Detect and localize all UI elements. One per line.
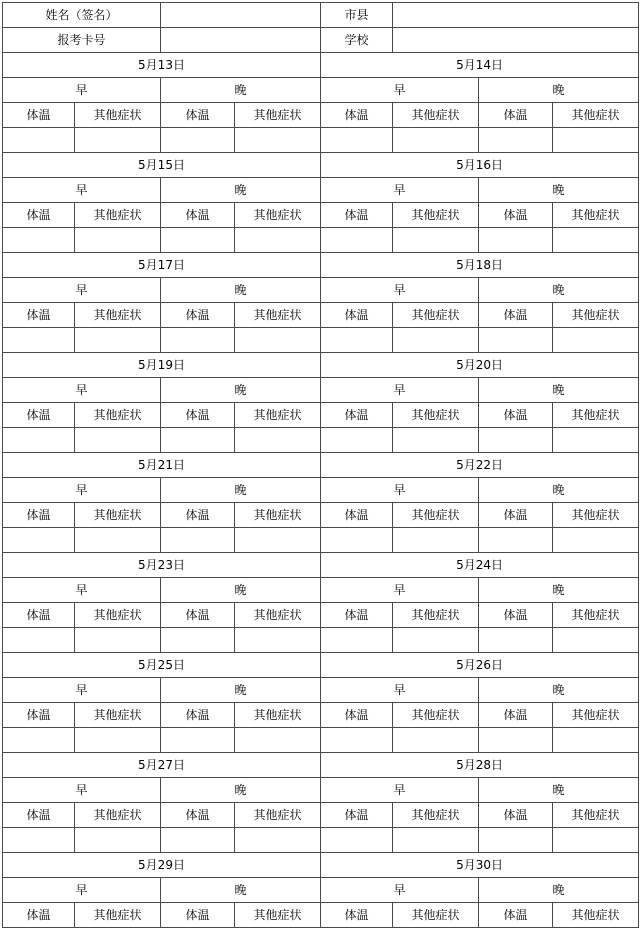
date-label: 5月18日: [321, 253, 639, 278]
evening-temperature-field[interactable]: [479, 728, 553, 753]
morning-symptoms-field[interactable]: [393, 228, 479, 253]
evening-label: 晚: [479, 778, 639, 803]
evening-symptoms-field[interactable]: [235, 828, 321, 853]
morning-label: 早: [3, 678, 161, 703]
evening-label: 晚: [479, 378, 639, 403]
date-row: [3, 253, 639, 278]
temperature-header: 体温: [479, 503, 553, 528]
temperature-header: 体温: [161, 803, 235, 828]
other-symptoms-header: 其他症状: [235, 603, 321, 628]
morning-label: 早: [321, 278, 479, 303]
temperature-header: 体温: [479, 403, 553, 428]
other-symptoms-header: 其他症状: [75, 903, 161, 928]
other-symptoms-header: 其他症状: [393, 603, 479, 628]
column-header-row: [3, 903, 639, 928]
other-symptoms-header: 其他症状: [553, 803, 639, 828]
morning-temperature-field[interactable]: [3, 328, 75, 353]
morning-temperature-field[interactable]: [3, 228, 75, 253]
column-header-row: [3, 803, 639, 828]
entry-row: [3, 228, 639, 253]
column-header-row: [3, 703, 639, 728]
evening-temperature-field[interactable]: [161, 128, 235, 153]
morning-label: 早: [3, 578, 161, 603]
other-symptoms-header: 其他症状: [235, 303, 321, 328]
morning-symptoms-field[interactable]: [75, 728, 161, 753]
temperature-header: 体温: [161, 203, 235, 228]
entry-row: [3, 528, 639, 553]
date-label: 5月28日: [321, 753, 639, 778]
column-header-row: [3, 303, 639, 328]
session-row: [3, 678, 639, 703]
temperature-header: 体温: [161, 403, 235, 428]
temperature-header: 体温: [161, 603, 235, 628]
evening-label: 晚: [479, 178, 639, 203]
temperature-header: 体温: [479, 603, 553, 628]
evening-temperature-field[interactable]: [161, 428, 235, 453]
evening-label: 晚: [161, 478, 321, 503]
column-header-row: [3, 503, 639, 528]
other-symptoms-header: 其他症状: [235, 703, 321, 728]
temperature-header: 体温: [479, 803, 553, 828]
date-label: 5月21日: [3, 453, 321, 478]
date-label: 5月14日: [321, 53, 639, 78]
evening-symptoms-field[interactable]: [235, 228, 321, 253]
temperature-header: 体温: [161, 303, 235, 328]
city-field[interactable]: [393, 3, 639, 28]
session-row: [3, 478, 639, 503]
other-symptoms-header: 其他症状: [235, 403, 321, 428]
other-symptoms-header: 其他症状: [393, 903, 479, 928]
other-symptoms-header: 其他症状: [553, 603, 639, 628]
morning-label: 早: [3, 278, 161, 303]
morning-temperature-field[interactable]: [321, 428, 393, 453]
form-table: [2, 2, 639, 928]
evening-symptoms-field[interactable]: [553, 628, 639, 653]
date-label: 5月16日: [321, 153, 639, 178]
morning-symptoms-field[interactable]: [75, 328, 161, 353]
other-symptoms-header: 其他症状: [393, 203, 479, 228]
morning-symptoms-field[interactable]: [393, 528, 479, 553]
evening-symptoms-field[interactable]: [553, 828, 639, 853]
other-symptoms-header: 其他症状: [235, 803, 321, 828]
session-row: [3, 78, 639, 103]
evening-symptoms-field[interactable]: [553, 128, 639, 153]
morning-label: 早: [321, 178, 479, 203]
school-label: 学校: [321, 28, 393, 53]
morning-label: 早: [321, 378, 479, 403]
entry-row: [3, 428, 639, 453]
date-label: 5月26日: [321, 653, 639, 678]
evening-label: 晚: [161, 178, 321, 203]
evening-label: 晚: [479, 578, 639, 603]
evening-label: 晚: [479, 878, 639, 903]
morning-temperature-field[interactable]: [321, 128, 393, 153]
morning-label: 早: [321, 778, 479, 803]
other-symptoms-header: 其他症状: [75, 803, 161, 828]
morning-temperature-field[interactable]: [3, 828, 75, 853]
other-symptoms-header: 其他症状: [235, 503, 321, 528]
morning-label: 早: [321, 478, 479, 503]
temperature-header: 体温: [3, 803, 75, 828]
evening-label: 晚: [161, 778, 321, 803]
evening-label: 晚: [161, 78, 321, 103]
date-row: [3, 753, 639, 778]
morning-symptoms-field[interactable]: [393, 628, 479, 653]
other-symptoms-header: 其他症状: [553, 703, 639, 728]
evening-label: 晚: [479, 78, 639, 103]
evening-symptoms-field[interactable]: [553, 328, 639, 353]
evening-label: 晚: [479, 478, 639, 503]
morning-temperature-field[interactable]: [321, 328, 393, 353]
temperature-header: 体温: [3, 703, 75, 728]
entry-row: [3, 128, 639, 153]
morning-temperature-field[interactable]: [321, 728, 393, 753]
date-row: [3, 353, 639, 378]
evening-symptoms-field[interactable]: [235, 428, 321, 453]
header-row-1: [3, 3, 639, 28]
evening-temperature-field[interactable]: [161, 628, 235, 653]
morning-label: 早: [3, 478, 161, 503]
session-row: [3, 778, 639, 803]
morning-label: 早: [3, 378, 161, 403]
evening-temperature-field[interactable]: [479, 328, 553, 353]
date-label: 5月25日: [3, 653, 321, 678]
other-symptoms-header: 其他症状: [75, 503, 161, 528]
column-header-row: [3, 103, 639, 128]
evening-label: 晚: [161, 878, 321, 903]
other-symptoms-header: 其他症状: [553, 303, 639, 328]
temperature-header: 体温: [479, 203, 553, 228]
session-row: [3, 578, 639, 603]
temperature-header: 体温: [3, 103, 75, 128]
column-header-row: [3, 403, 639, 428]
evening-temperature-field[interactable]: [479, 228, 553, 253]
evening-label: 晚: [161, 378, 321, 403]
date-label: 5月30日: [321, 853, 639, 878]
date-label: 5月27日: [3, 753, 321, 778]
other-symptoms-header: 其他症状: [553, 203, 639, 228]
morning-label: 早: [321, 678, 479, 703]
date-label: 5月24日: [321, 553, 639, 578]
date-label: 5月17日: [3, 253, 321, 278]
temperature-header: 体温: [479, 303, 553, 328]
other-symptoms-header: 其他症状: [393, 103, 479, 128]
temperature-header: 体温: [321, 203, 393, 228]
morning-symptoms-field[interactable]: [75, 228, 161, 253]
morning-symptoms-field[interactable]: [393, 728, 479, 753]
other-symptoms-header: 其他症状: [75, 203, 161, 228]
temperature-header: 体温: [161, 703, 235, 728]
date-row: [3, 653, 639, 678]
date-label: 5月29日: [3, 853, 321, 878]
evening-temperature-field[interactable]: [161, 728, 235, 753]
temperature-header: 体温: [3, 503, 75, 528]
school-field[interactable]: [393, 28, 639, 53]
evening-label: 晚: [479, 278, 639, 303]
morning-symptoms-field[interactable]: [75, 628, 161, 653]
temperature-header: 体温: [3, 303, 75, 328]
temperature-header: 体温: [3, 603, 75, 628]
evening-temperature-field[interactable]: [161, 328, 235, 353]
evening-symptoms-field[interactable]: [235, 528, 321, 553]
morning-temperature-field[interactable]: [3, 428, 75, 453]
evening-symptoms-field[interactable]: [235, 628, 321, 653]
temperature-header: 体温: [3, 403, 75, 428]
date-row: [3, 53, 639, 78]
date-row: [3, 453, 639, 478]
exam-id-field[interactable]: [161, 28, 321, 53]
other-symptoms-header: 其他症状: [75, 303, 161, 328]
evening-symptoms-field[interactable]: [235, 328, 321, 353]
temperature-header: 体温: [321, 303, 393, 328]
morning-temperature-field[interactable]: [3, 128, 75, 153]
temperature-header: 体温: [321, 603, 393, 628]
morning-symptoms-field[interactable]: [75, 528, 161, 553]
temperature-header: 体温: [321, 503, 393, 528]
other-symptoms-header: 其他症状: [75, 703, 161, 728]
morning-temperature-field[interactable]: [3, 628, 75, 653]
temperature-header: 体温: [3, 903, 75, 928]
morning-symptoms-field[interactable]: [75, 828, 161, 853]
column-header-row: [3, 603, 639, 628]
temperature-header: 体温: [479, 703, 553, 728]
entry-row: [3, 828, 639, 853]
temperature-header: 体温: [321, 803, 393, 828]
temperature-header: 体温: [321, 903, 393, 928]
evening-symptoms-field[interactable]: [553, 228, 639, 253]
evening-temperature-field[interactable]: [161, 528, 235, 553]
date-row: [3, 553, 639, 578]
morning-temperature-field[interactable]: [321, 228, 393, 253]
morning-temperature-field[interactable]: [321, 628, 393, 653]
evening-symptoms-field[interactable]: [235, 128, 321, 153]
evening-symptoms-field[interactable]: [235, 728, 321, 753]
evening-label: 晚: [161, 678, 321, 703]
morning-label: 早: [3, 778, 161, 803]
other-symptoms-header: 其他症状: [235, 103, 321, 128]
exam-id-label: 报考卡号: [3, 28, 161, 53]
other-symptoms-header: 其他症状: [75, 603, 161, 628]
morning-symptoms-field[interactable]: [75, 128, 161, 153]
column-header-row: [3, 203, 639, 228]
temperature-header: 体温: [321, 403, 393, 428]
morning-label: 早: [321, 578, 479, 603]
morning-symptoms-field[interactable]: [75, 428, 161, 453]
entry-row: [3, 628, 639, 653]
date-label: 5月23日: [3, 553, 321, 578]
form-body: [3, 3, 639, 928]
other-symptoms-header: 其他症状: [393, 503, 479, 528]
session-row: [3, 178, 639, 203]
other-symptoms-header: 其他症状: [235, 903, 321, 928]
evening-temperature-field[interactable]: [479, 428, 553, 453]
other-symptoms-header: 其他症状: [553, 503, 639, 528]
evening-temperature-field[interactable]: [479, 528, 553, 553]
morning-label: 早: [321, 78, 479, 103]
evening-temperature-field[interactable]: [479, 628, 553, 653]
other-symptoms-header: 其他症状: [393, 303, 479, 328]
evening-symptoms-field[interactable]: [553, 428, 639, 453]
header-row-2: [3, 28, 639, 53]
date-label: 5月20日: [321, 353, 639, 378]
other-symptoms-header: 其他症状: [553, 103, 639, 128]
date-label: 5月19日: [3, 353, 321, 378]
entry-row: [3, 328, 639, 353]
name-field[interactable]: [161, 3, 321, 28]
date-row: [3, 153, 639, 178]
morning-label: 早: [3, 178, 161, 203]
name-label: 姓名（签名）: [3, 3, 161, 28]
evening-symptoms-field[interactable]: [553, 728, 639, 753]
evening-symptoms-field[interactable]: [553, 528, 639, 553]
health-monitoring-form: [2, 2, 638, 926]
entry-row: [3, 728, 639, 753]
other-symptoms-header: 其他症状: [553, 403, 639, 428]
session-row: [3, 278, 639, 303]
date-label: 5月22日: [321, 453, 639, 478]
date-label: 5月15日: [3, 153, 321, 178]
other-symptoms-header: 其他症状: [75, 103, 161, 128]
morning-symptoms-field[interactable]: [393, 828, 479, 853]
temperature-header: 体温: [479, 103, 553, 128]
other-symptoms-header: 其他症状: [393, 703, 479, 728]
morning-temperature-field[interactable]: [321, 528, 393, 553]
other-symptoms-header: 其他症状: [75, 403, 161, 428]
morning-symptoms-field[interactable]: [393, 328, 479, 353]
evening-temperature-field[interactable]: [479, 828, 553, 853]
morning-label: 早: [3, 78, 161, 103]
evening-label: 晚: [161, 278, 321, 303]
evening-temperature-field[interactable]: [161, 828, 235, 853]
session-row: [3, 878, 639, 903]
morning-label: 早: [3, 878, 161, 903]
other-symptoms-header: 其他症状: [553, 903, 639, 928]
date-label: 5月13日: [3, 53, 321, 78]
temperature-header: 体温: [321, 703, 393, 728]
temperature-header: 体温: [161, 103, 235, 128]
morning-symptoms-field[interactable]: [393, 128, 479, 153]
morning-label: 早: [321, 878, 479, 903]
other-symptoms-header: 其他症状: [235, 203, 321, 228]
morning-temperature-field[interactable]: [3, 528, 75, 553]
date-row: [3, 853, 639, 878]
morning-temperature-field[interactable]: [3, 728, 75, 753]
evening-label: 晚: [161, 578, 321, 603]
temperature-header: 体温: [161, 503, 235, 528]
temperature-header: 体温: [321, 103, 393, 128]
evening-temperature-field[interactable]: [161, 228, 235, 253]
temperature-header: 体温: [479, 903, 553, 928]
other-symptoms-header: 其他症状: [393, 803, 479, 828]
city-label: 市县: [321, 3, 393, 28]
other-symptoms-header: 其他症状: [393, 403, 479, 428]
temperature-header: 体温: [3, 203, 75, 228]
temperature-header: 体温: [161, 903, 235, 928]
evening-temperature-field[interactable]: [479, 128, 553, 153]
evening-label: 晚: [479, 678, 639, 703]
morning-symptoms-field[interactable]: [393, 428, 479, 453]
morning-temperature-field[interactable]: [321, 828, 393, 853]
session-row: [3, 378, 639, 403]
